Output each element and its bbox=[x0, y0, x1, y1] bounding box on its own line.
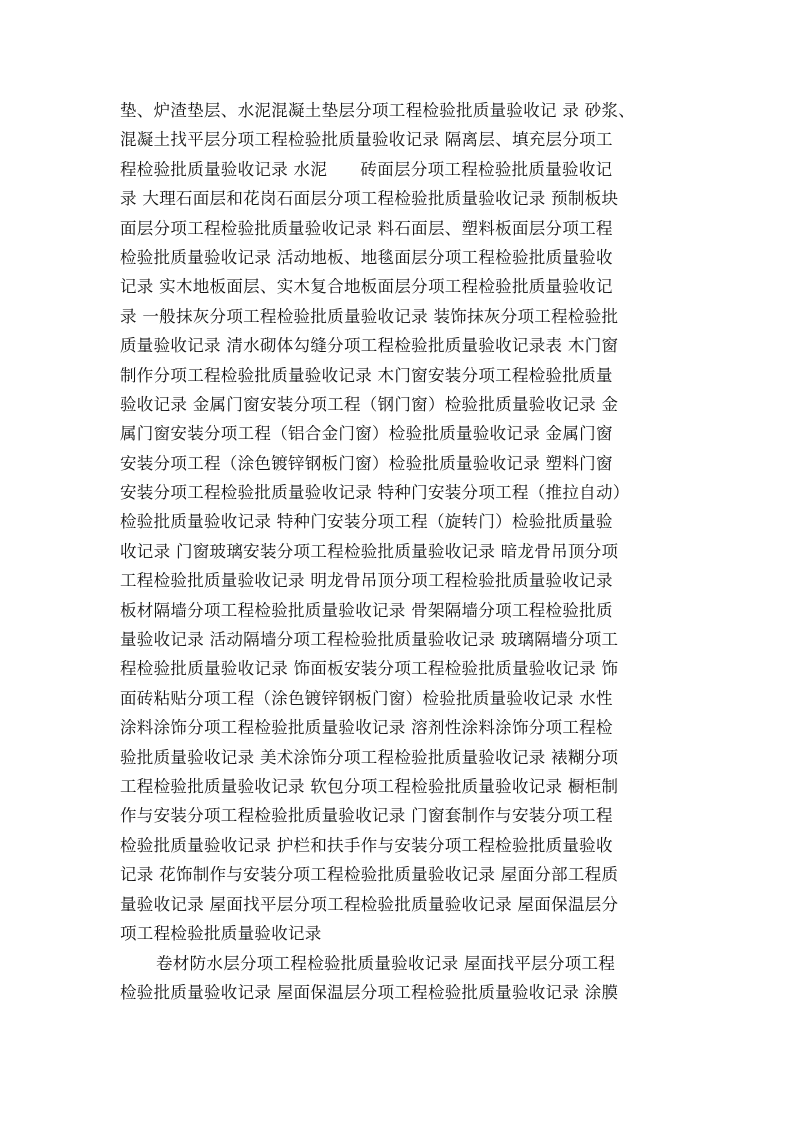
text-line: 量验收记录 屋面找平层分项工程检验批质量验收记录 屋面保温层分 bbox=[120, 894, 619, 914]
text-line: 验收记录 金属门窗安装分项工程（钢门窗）检验批质量验收记录 金 bbox=[120, 394, 619, 414]
text-line: 检验批质量验收记录 特种门安装分项工程（旋转门）检验批质量验 bbox=[120, 512, 613, 532]
paragraph-2 bbox=[120, 949, 680, 1008]
text-line: 面砖粘贴分项工程（涂色镀锌钢板门窗）检验批质量验收记录 水性 bbox=[120, 688, 613, 708]
text-line: 检验批质量验收记录 活动地板、地毯面层分项工程检验批质量验收 bbox=[120, 247, 613, 267]
text-line: 检验批质量验收记录 屋面保温层分项工程检验批质量验收记录 涂膜 bbox=[120, 983, 619, 1003]
text-line: 录 一般抹灰分项工程检验批质量验收记录 装饰抹灰分项工程检验批 bbox=[120, 306, 619, 326]
text-line: 录 大理石面层和花岗石面层分项工程检验批质量验收记录 预制板块 bbox=[120, 189, 619, 209]
text-line: 收记录 门窗玻璃安装分项工程检验批质量验收记录 暗龙骨吊顶分项 bbox=[120, 541, 619, 561]
text-line: 面层分项工程检验批质量验收记录 料石面层、塑料板面层分项工程 bbox=[120, 218, 613, 238]
text-line: 垫、炉渣垫层、水泥混凝土垫层分项工程检验批质量验收记 录 砂浆、 bbox=[120, 101, 636, 120]
text-line: 量验收记录 活动隔墙分项工程检验批质量验收记录 玻璃隔墙分项工 bbox=[120, 630, 619, 650]
text-line: 安装分项工程检验批质量验收记录 特种门安装分项工程（推拉自动） bbox=[120, 483, 630, 503]
text-line: 板材隔墙分项工程检验批质量验收记录 骨架隔墙分项工程检验批质 bbox=[120, 600, 613, 620]
text-line: 混凝土找平层分项工程检验批质量验收记录 隔离层、填充层分项工 bbox=[120, 130, 613, 150]
text-line: 涂料涂饰分项工程检验批质量验收记录 溶剂性涂料涂饰分项工程检 bbox=[120, 718, 613, 738]
text-line: 卷材防水层分项工程检验批质量验收记录 屋面找平层分项工程 bbox=[156, 954, 616, 973]
paragraph-1 bbox=[120, 96, 680, 948]
text-line: 程检验批质量验收记录 水泥 砖面层分项工程检验批质量验收记 bbox=[120, 159, 613, 179]
text-line: 工程检验批质量验收记录 明龙骨吊顶分项工程检验批质量验收记录 bbox=[120, 571, 613, 591]
text-line: 工程检验批质量验收记录 软包分项工程检验批质量验收记录 橱柜制 bbox=[120, 776, 619, 796]
text-line: 检验批质量验收记录 护栏和扶手作与安装分项工程检验批质量验收 bbox=[120, 835, 613, 855]
text-line: 属门窗安装分项工程（铝合金门窗）检验批质量验收记录 金属门窗 bbox=[120, 424, 613, 444]
text-line: 记录 花饰制作与安装分项工程检验批质量验收记录 屋面分部工程质 bbox=[120, 865, 619, 885]
text-line: 项工程检验批质量验收记录 bbox=[120, 923, 322, 943]
text-line: 作与安装分项工程检验批质量验收记录 门窗套制作与安装分项工程 bbox=[120, 806, 613, 826]
text-line: 制作分项工程检验批质量验收记录 木门窗安装分项工程检验批质量 bbox=[120, 365, 613, 385]
text-line: 记录 实木地板面层、实木复合地板面层分项工程检验批质量验收记 bbox=[120, 277, 613, 297]
text-line: 质量验收记录 清水砌体勾缝分项工程检验批质量验收记录表 木门窗 bbox=[120, 336, 619, 356]
text-line: 安装分项工程（涂色镀锌钢板门窗）检验批质量验收记录 塑料门窗 bbox=[120, 453, 613, 473]
text-line: 验批质量验收记录 美术涂饰分项工程检验批质量验收记录 裱糊分项 bbox=[120, 747, 619, 767]
text-line: 程检验批质量验收记录 饰面板安装分项工程检验批质量验收记录 饰 bbox=[120, 659, 619, 679]
